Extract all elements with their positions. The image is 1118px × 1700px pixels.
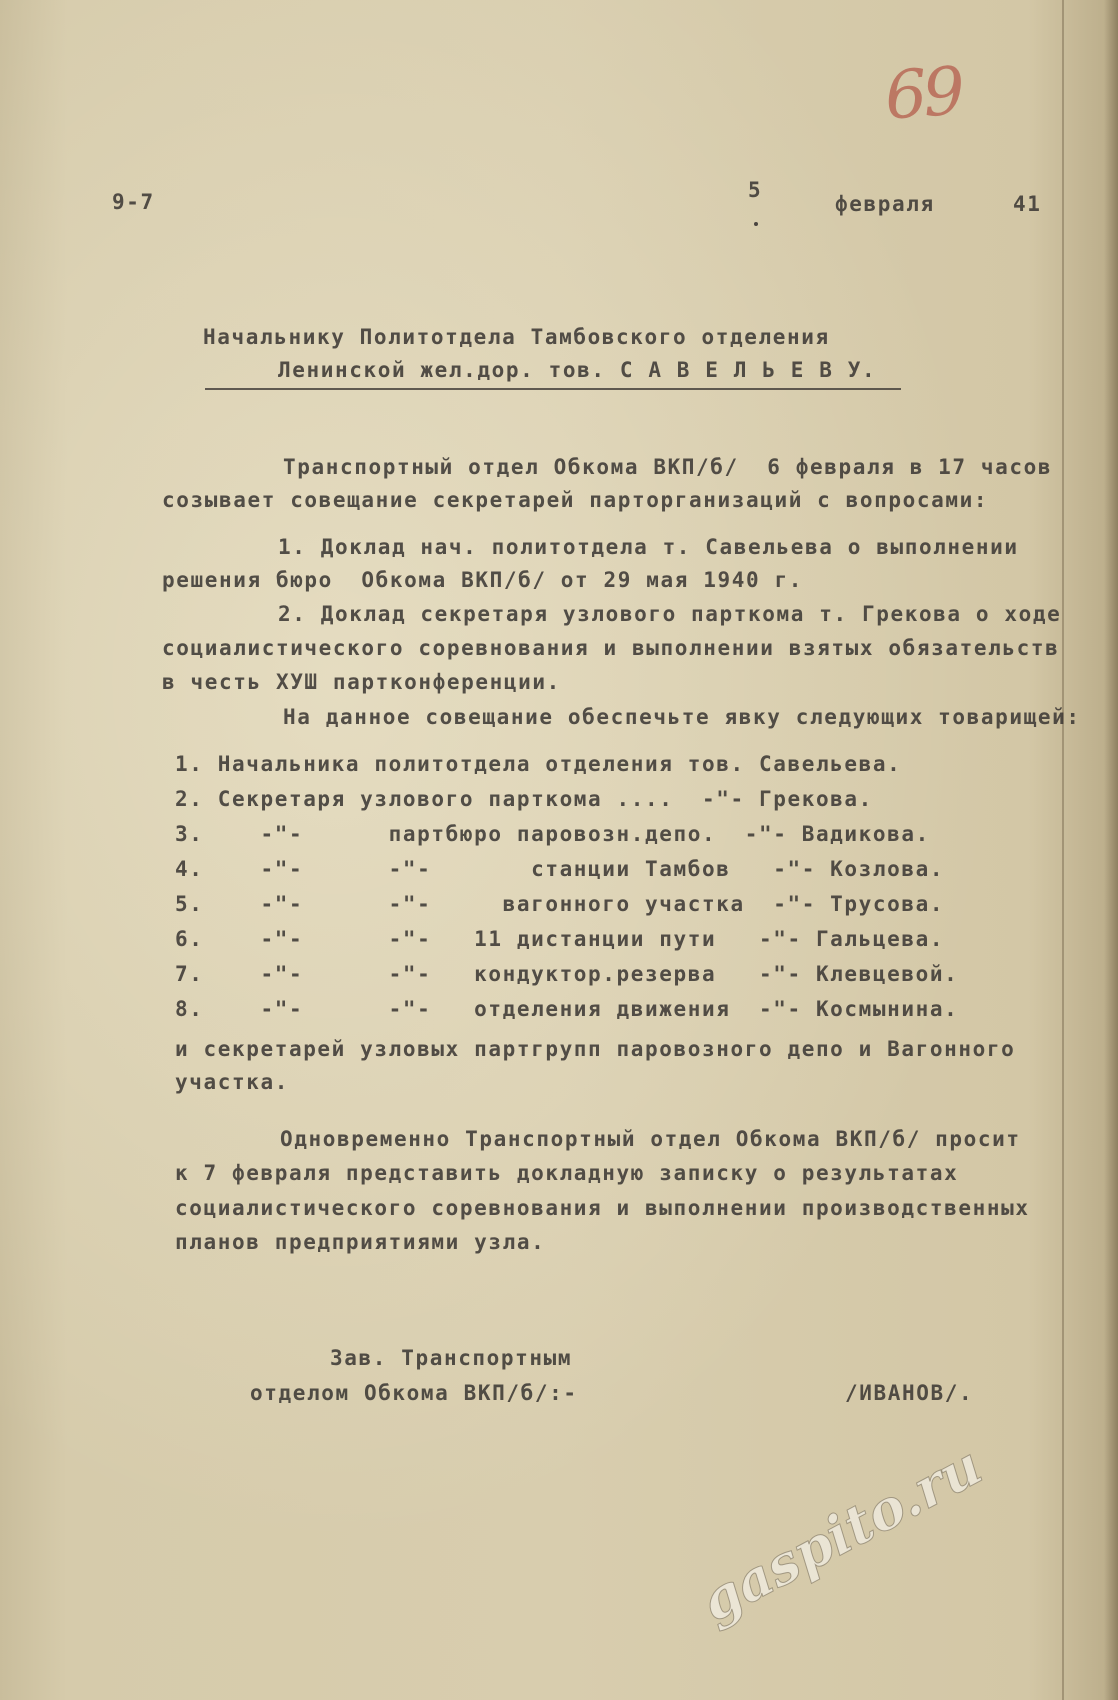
page-edge-shadow	[1104, 0, 1118, 1700]
agenda-item-2-line-1: 2. Доклад секретаря узлового парткома т. Грекова о ходе	[278, 602, 1062, 626]
attendee-row: 2. Секретаря узлового парткома .... -"- Грекова.	[175, 787, 873, 811]
addressee-line-2: Ленинской жел.дор. тов. С А В Е Л Ь Е В У.	[278, 358, 877, 382]
addressee-underline	[205, 388, 901, 390]
intro-line-2: созывает совещание секретарей парторганизаций с вопросами:	[162, 488, 989, 512]
archive-page-number: 69	[882, 52, 964, 135]
addressee-line-1: Начальнику Политотдела Тамбовского отделения	[203, 325, 830, 349]
request-line-3: социалистического соревнования и выполнении производственных	[175, 1196, 1030, 1220]
signature-name: /ИВАНОВ/.	[845, 1381, 974, 1405]
mark-dot	[754, 222, 758, 226]
date-month: февраля	[835, 192, 935, 216]
attendee-row: 8. -"- -"- отделения движения -"- Космынина.	[175, 997, 959, 1021]
attendee-row: 3. -"- партбюро паровозн.депо. -"- Вадикова.	[175, 822, 930, 846]
page-fold	[1062, 0, 1064, 1700]
attendance-intro: На данное совещание обеспечьте явку следующих товарищей:	[283, 705, 1081, 729]
request-line-2: к 7 февраля представить докладную записку о результатах	[175, 1161, 959, 1185]
date-day: 5	[748, 178, 763, 202]
attendee-row: 4. -"- -"- станции Тамбов -"- Козлова.	[175, 857, 945, 881]
reference-number: 9-7	[112, 190, 155, 214]
signature-title-line-2: отделом Обкома ВКП/б/:-	[250, 1381, 578, 1405]
attendee-row: 1. Начальника политотдела отделения тов. Савельева.	[175, 752, 902, 776]
agenda-item-2-line-3: в честь ХУШ партконференции.	[162, 670, 561, 694]
attendee-row: 7. -"- -"- кондуктор.резерва -"- Клевцевой.	[175, 962, 959, 986]
request-line-1: Одновременно Транспортный отдел Обкома ВКП/б/ просит	[280, 1127, 1021, 1151]
agenda-item-1-line-2: решения бюро Обкома ВКП/б/ от 29 мая 1940 г.	[162, 568, 803, 592]
date-year: 41	[1013, 192, 1042, 216]
also-invited-line-1: и секретарей узловых партгрупп паровозного депо и Вагонного	[175, 1037, 1016, 1061]
also-invited-line-2: участка.	[175, 1070, 289, 1094]
intro-line-1: Транспортный отдел Обкома ВКП/б/ 6 февраля в 17 часов	[283, 455, 1053, 479]
watermark: gaspito.ru	[689, 1432, 992, 1634]
request-line-4: планов предприятиями узла.	[175, 1230, 546, 1254]
agenda-item-1-line-1: 1. Доклад нач. политотдела т. Савельева о выполнении	[278, 535, 1019, 559]
attendee-row: 5. -"- -"- вагонного участка -"- Трусова.	[175, 892, 945, 916]
attendee-row: 6. -"- -"- 11 дистанции пути -"- Гальцева.	[175, 927, 945, 951]
agenda-item-2-line-2: социалистического соревнования и выполнении взятых обязательств	[162, 636, 1060, 660]
signature-title-line-1: Зав. Транспортным	[330, 1346, 573, 1370]
